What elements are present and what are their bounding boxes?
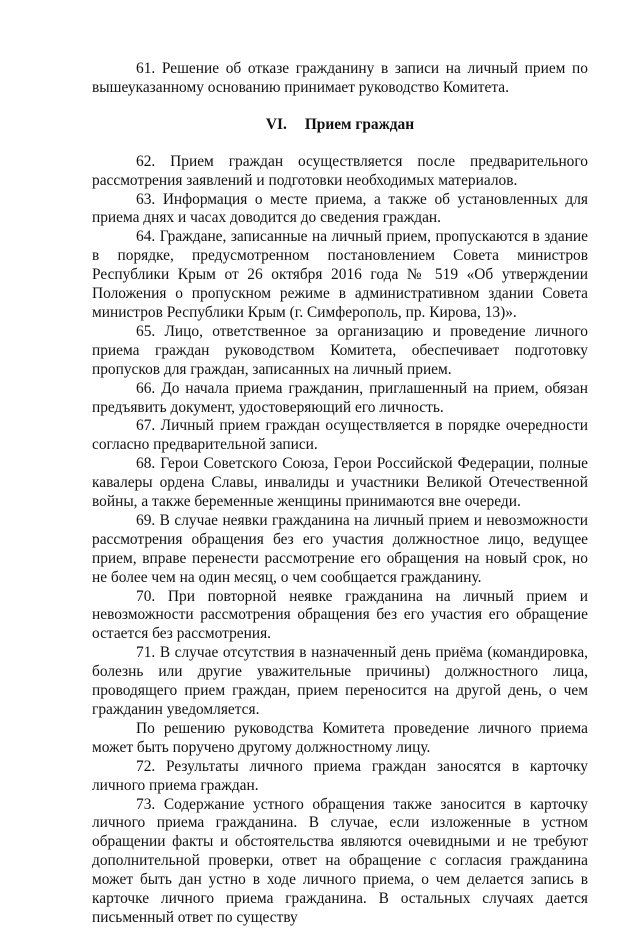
paragraph-68: 68. Герои Советского Союза, Герои Российской Федерации, полные кавалеры ордена Славы, инвалиды и участники Великой Отечественной войны, а также беременные женщины принимаются вне очереди. — [92, 455, 588, 511]
paragraph-61: 61. Решение об отказе гражданину в записи на личный прием по вышеуказанному основанию принимает руководство Комитета. — [92, 60, 588, 96]
paragraph-71-continuation: По решению руководства Комитета проведение личного приема может быть поручено другому должностному лицу. — [92, 719, 588, 756]
section-number: VI. — [265, 115, 287, 133]
section-title: Прием граждан — [304, 115, 415, 133]
paragraph-71: 71. В случае отсутствия в назначенный день приёма (командировка, болезнь или другие уважительные причины) должностного лица, проводящего прием граждан, прием переносится на другой день, о чем гражданин уведомляется. — [92, 644, 588, 718]
paragraph-72: 72. Результаты личного приема граждан заносятся в карточку личного приема граждан. — [92, 757, 588, 794]
paragraph-65: 65. Лицо, ответственное за организацию и проведение личного приема граждан руководством Комитета, обеспечивает подготовку пропусков для граждан, записанных на личный прием. — [92, 322, 588, 378]
paragraph-70: 70. При повторной неявке гражданина на личный прием и невозможности рассмотрения обращения без его участия его обращение остается без рассмотрения. — [92, 587, 588, 643]
paragraph-69: 69. В случае неявки гражданина на личный прием и невозможности рассмотрения обращения без его участия должностное лицо, ведущее прием, вправе перенести рассмотрение его обращения на новый срок, но не более чем на один месяц, о чем сообщается гражданину. — [92, 511, 588, 586]
document-page — [92, 60, 588, 928]
paragraph-62: 62. Прием граждан осуществляется после предварительного рассмотрения заявлений и подготовки необходимых материалов. — [92, 152, 588, 189]
paragraph-63: 63. Информация о месте приема, а также об установленных для приема днях и часах доводится до сведения граждан. — [92, 190, 588, 227]
paragraph-66: 66. До начала приема гражданин, приглашенный на прием, обязан предъявить документ, удостоверяющий его личность. — [92, 379, 588, 416]
paragraph-64: 64. Граждане, записанные на личный прием, пропускаются в здание в порядке, предусмотренном постановлением Совета министров Республики Крым от 26 октября 2016 года № 519 «Об утверждении Положения о пропускном режиме в административном здании Совета министров Республики Крым (г. Симферополь, пр. Кирова, 13)». — [92, 228, 588, 321]
paragraph-67: 67. Личный прием граждан осуществляется в порядке очередности согласно предварительной записи. — [92, 417, 588, 454]
paragraph-73: 73. Содержание устного обращения также заносится в карточку личного приема гражданина. В случае, если изложенные в устном обращении факты и обстоятельства являются очевидными и не требуют дополнительной проверки, ответ на обращение с согласия гражданина может быть дан устно в ходе личного приема, о чем делается запись в карточке личного приема гражданина. В остальных случаях дается письменный ответ по существу — [92, 795, 588, 926]
section-heading — [92, 116, 588, 135]
